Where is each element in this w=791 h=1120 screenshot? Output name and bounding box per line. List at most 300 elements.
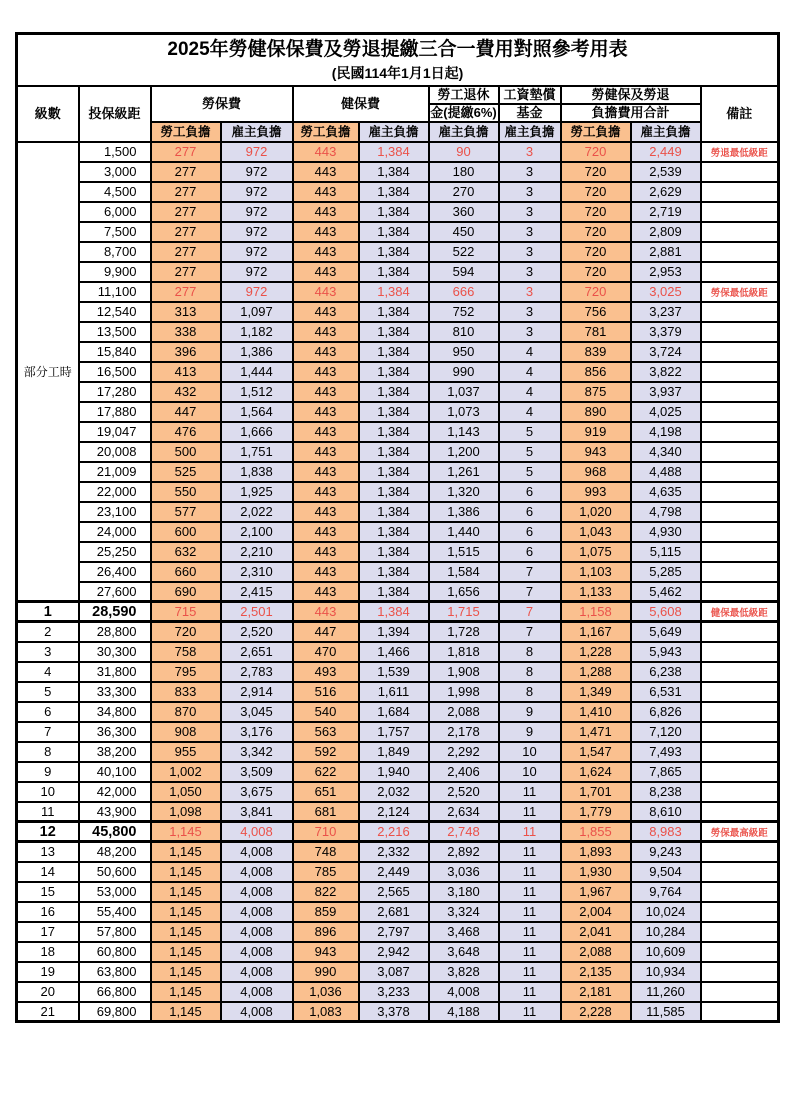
cell-labor-worker: 525 xyxy=(151,462,221,482)
cell-health-employer: 1,384 xyxy=(359,142,429,162)
table-row xyxy=(17,842,779,862)
cell-remark xyxy=(701,182,779,202)
cell-remark xyxy=(701,942,779,962)
cell-salary: 28,590 xyxy=(79,602,151,622)
cell-remark xyxy=(701,762,779,782)
table-row xyxy=(17,902,779,922)
cell-total-worker: 968 xyxy=(561,462,631,482)
cell-health-employer: 1,384 xyxy=(359,342,429,362)
cell-total-worker: 1,855 xyxy=(561,822,631,842)
cell-total-worker: 720 xyxy=(561,202,631,222)
cell-health-employer: 1,384 xyxy=(359,362,429,382)
cell-total-employer: 2,719 xyxy=(631,202,701,222)
cell-fund-employer: 4 xyxy=(499,362,561,382)
cell-salary: 3,000 xyxy=(79,162,151,182)
cell-remark xyxy=(701,1002,779,1022)
cell-labor-worker: 908 xyxy=(151,722,221,742)
cell-labor-employer: 1,182 xyxy=(221,322,293,342)
cell-pension-employer: 522 xyxy=(429,242,499,262)
cell-pension-employer: 2,892 xyxy=(429,842,499,862)
cell-salary: 42,000 xyxy=(79,782,151,802)
cell-salary: 30,300 xyxy=(79,642,151,662)
cell-pension-employer: 1,584 xyxy=(429,562,499,582)
cell-health-employer: 1,384 xyxy=(359,462,429,482)
cell-labor-worker: 1,145 xyxy=(151,842,221,862)
cell-health-employer: 1,384 xyxy=(359,482,429,502)
cell-fund-employer: 3 xyxy=(499,322,561,342)
cell-health-employer: 1,384 xyxy=(359,422,429,442)
cell-total-employer: 5,608 xyxy=(631,602,701,622)
cell-level: 1 xyxy=(17,602,79,622)
cell-total-employer: 4,635 xyxy=(631,482,701,502)
cell-health-employer: 1,384 xyxy=(359,202,429,222)
table-title-cell xyxy=(17,34,779,86)
cell-level: 13 xyxy=(17,842,79,862)
table-row xyxy=(17,662,779,682)
cell-salary: 23,100 xyxy=(79,502,151,522)
cell-total-employer: 7,120 xyxy=(631,722,701,742)
cell-health-employer: 1,466 xyxy=(359,642,429,662)
cell-remark xyxy=(701,862,779,882)
cell-labor-worker: 1,050 xyxy=(151,782,221,802)
cell-labor-employer: 2,022 xyxy=(221,502,293,522)
cell-pension-employer: 3,180 xyxy=(429,882,499,902)
cell-salary: 34,800 xyxy=(79,702,151,722)
table-row xyxy=(17,462,779,482)
cell-labor-worker: 277 xyxy=(151,262,221,282)
cell-total-employer: 8,983 xyxy=(631,822,701,842)
cell-remark xyxy=(701,962,779,982)
table-row xyxy=(17,722,779,742)
cell-labor-employer: 3,342 xyxy=(221,742,293,762)
cell-total-worker: 1,288 xyxy=(561,662,631,682)
cell-fund-employer: 4 xyxy=(499,402,561,422)
cell-health-employer: 1,539 xyxy=(359,662,429,682)
cell-total-worker: 890 xyxy=(561,402,631,422)
cell-total-worker: 1,349 xyxy=(561,682,631,702)
cell-pension-employer: 990 xyxy=(429,362,499,382)
title-row xyxy=(17,34,779,86)
cell-level: 12 xyxy=(17,822,79,842)
table-row xyxy=(17,942,779,962)
cell-labor-worker: 1,002 xyxy=(151,762,221,782)
cell-pension-employer: 810 xyxy=(429,322,499,342)
cell-salary: 12,540 xyxy=(79,302,151,322)
cell-salary: 38,200 xyxy=(79,742,151,762)
cell-total-worker: 1,779 xyxy=(561,802,631,822)
cell-labor-employer: 1,838 xyxy=(221,462,293,482)
cell-fund-employer: 10 xyxy=(499,742,561,762)
cell-health-employer: 2,942 xyxy=(359,942,429,962)
cell-labor-employer: 972 xyxy=(221,202,293,222)
cell-labor-employer: 1,386 xyxy=(221,342,293,362)
cell-health-worker: 443 xyxy=(293,522,359,542)
cell-total-worker: 856 xyxy=(561,362,631,382)
cell-labor-employer: 2,520 xyxy=(221,622,293,642)
cell-total-employer: 5,285 xyxy=(631,562,701,582)
cell-labor-employer: 2,783 xyxy=(221,662,293,682)
table-row xyxy=(17,382,779,402)
cell-total-worker: 720 xyxy=(561,242,631,262)
cell-health-worker: 651 xyxy=(293,782,359,802)
cell-health-worker: 443 xyxy=(293,222,359,242)
cell-total-employer: 3,379 xyxy=(631,322,701,342)
cell-health-worker: 516 xyxy=(293,682,359,702)
cell-total-employer: 2,539 xyxy=(631,162,701,182)
cell-remark xyxy=(701,222,779,242)
cell-salary: 6,000 xyxy=(79,202,151,222)
cell-remark xyxy=(701,422,779,442)
cell-labor-employer: 3,675 xyxy=(221,782,293,802)
cell-total-employer: 5,115 xyxy=(631,542,701,562)
cell-fund-employer: 3 xyxy=(499,222,561,242)
cell-labor-worker: 476 xyxy=(151,422,221,442)
cell-total-employer: 7,865 xyxy=(631,762,701,782)
table-row xyxy=(17,562,779,582)
table-row xyxy=(17,282,779,302)
cell-health-employer: 2,124 xyxy=(359,802,429,822)
cell-health-worker: 443 xyxy=(293,362,359,382)
table-row xyxy=(17,482,779,502)
table-row xyxy=(17,822,779,842)
cell-total-worker: 1,103 xyxy=(561,562,631,582)
cell-pension-employer: 90 xyxy=(429,142,499,162)
col-header-fund-line1: 工資墊償 xyxy=(499,86,561,104)
cell-remark xyxy=(701,302,779,322)
cell-fund-employer: 3 xyxy=(499,282,561,302)
cell-level: 8 xyxy=(17,742,79,762)
cell-level: 10 xyxy=(17,782,79,802)
cell-salary: 26,400 xyxy=(79,562,151,582)
cell-total-employer: 11,585 xyxy=(631,1002,701,1022)
cell-labor-employer: 4,008 xyxy=(221,902,293,922)
cell-labor-worker: 313 xyxy=(151,302,221,322)
col-header-total-line1: 勞健保及勞退 xyxy=(561,86,701,104)
cell-salary: 9,900 xyxy=(79,262,151,282)
table-row xyxy=(17,702,779,722)
cell-labor-worker: 1,145 xyxy=(151,822,221,842)
cell-remark xyxy=(701,982,779,1002)
cell-total-employer: 4,340 xyxy=(631,442,701,462)
cell-salary: 36,300 xyxy=(79,722,151,742)
cell-salary: 43,900 xyxy=(79,802,151,822)
cell-labor-worker: 277 xyxy=(151,282,221,302)
cell-total-employer: 4,488 xyxy=(631,462,701,482)
cell-remark xyxy=(701,162,779,182)
cell-health-worker: 443 xyxy=(293,582,359,602)
cell-labor-worker: 413 xyxy=(151,362,221,382)
cell-fund-employer: 4 xyxy=(499,382,561,402)
cell-labor-worker: 1,145 xyxy=(151,1002,221,1022)
cell-health-worker: 443 xyxy=(293,402,359,422)
table-row xyxy=(17,682,779,702)
page-subtitle: (民國114年1月1日起) xyxy=(331,64,464,81)
cell-health-employer: 1,384 xyxy=(359,402,429,422)
cell-labor-worker: 277 xyxy=(151,162,221,182)
cell-salary: 16,500 xyxy=(79,362,151,382)
cell-total-worker: 1,967 xyxy=(561,882,631,902)
cell-total-employer: 6,826 xyxy=(631,702,701,722)
cell-labor-worker: 277 xyxy=(151,142,221,162)
cell-labor-employer: 4,008 xyxy=(221,882,293,902)
cell-fund-employer: 11 xyxy=(499,862,561,882)
cell-health-worker: 443 xyxy=(293,182,359,202)
cell-remark xyxy=(701,462,779,482)
cell-salary: 33,300 xyxy=(79,682,151,702)
cell-salary: 11,100 xyxy=(79,282,151,302)
cell-labor-employer: 2,914 xyxy=(221,682,293,702)
cell-total-worker: 1,930 xyxy=(561,862,631,882)
cell-total-employer: 7,493 xyxy=(631,742,701,762)
cell-total-worker: 781 xyxy=(561,322,631,342)
premium-table xyxy=(15,32,780,1023)
cell-salary: 21,009 xyxy=(79,462,151,482)
cell-health-worker: 443 xyxy=(293,322,359,342)
cell-labor-employer: 3,045 xyxy=(221,702,293,722)
cell-labor-worker: 1,145 xyxy=(151,962,221,982)
cell-total-worker: 943 xyxy=(561,442,631,462)
cell-total-worker: 720 xyxy=(561,162,631,182)
table-row xyxy=(17,642,779,662)
cell-pension-employer: 1,261 xyxy=(429,462,499,482)
cell-salary: 27,600 xyxy=(79,582,151,602)
cell-health-worker: 622 xyxy=(293,762,359,782)
cell-total-worker: 1,167 xyxy=(561,622,631,642)
table-row xyxy=(17,522,779,542)
cell-pension-employer: 4,188 xyxy=(429,1002,499,1022)
cell-health-employer: 1,384 xyxy=(359,242,429,262)
cell-labor-employer: 2,310 xyxy=(221,562,293,582)
cell-pension-employer: 2,178 xyxy=(429,722,499,742)
cell-salary: 69,800 xyxy=(79,1002,151,1022)
cell-labor-worker: 758 xyxy=(151,642,221,662)
cell-level: 7 xyxy=(17,722,79,742)
cell-total-worker: 720 xyxy=(561,142,631,162)
cell-level: 5 xyxy=(17,682,79,702)
cell-salary: 13,500 xyxy=(79,322,151,342)
cell-total-worker: 2,088 xyxy=(561,942,631,962)
cell-pension-employer: 3,648 xyxy=(429,942,499,962)
cell-health-employer: 1,384 xyxy=(359,542,429,562)
cell-remark xyxy=(701,742,779,762)
cell-salary: 20,008 xyxy=(79,442,151,462)
cell-remark xyxy=(701,582,779,602)
table-row xyxy=(17,322,779,342)
cell-remark xyxy=(701,642,779,662)
cell-pension-employer: 1,143 xyxy=(429,422,499,442)
table-row xyxy=(17,1002,779,1022)
cell-labor-worker: 1,145 xyxy=(151,862,221,882)
cell-health-worker: 443 xyxy=(293,262,359,282)
cell-health-worker: 563 xyxy=(293,722,359,742)
header-row-groups xyxy=(17,86,779,104)
cell-total-employer: 11,260 xyxy=(631,982,701,1002)
cell-level: 16 xyxy=(17,902,79,922)
table-row xyxy=(17,922,779,942)
cell-fund-employer: 8 xyxy=(499,642,561,662)
cell-labor-employer: 1,666 xyxy=(221,422,293,442)
cell-fund-employer: 3 xyxy=(499,302,561,322)
cell-level: 6 xyxy=(17,702,79,722)
cell-labor-employer: 972 xyxy=(221,182,293,202)
cell-level: 4 xyxy=(17,662,79,682)
cell-health-employer: 1,384 xyxy=(359,582,429,602)
cell-fund-employer: 11 xyxy=(499,922,561,942)
cell-health-worker: 592 xyxy=(293,742,359,762)
cell-level: 14 xyxy=(17,862,79,882)
cell-labor-worker: 600 xyxy=(151,522,221,542)
cell-salary: 53,000 xyxy=(79,882,151,902)
subheader-fund-employer: 雇主負擔 xyxy=(499,122,561,142)
cell-total-worker: 1,228 xyxy=(561,642,631,662)
cell-health-worker: 710 xyxy=(293,822,359,842)
cell-pension-employer: 3,828 xyxy=(429,962,499,982)
cell-health-employer: 1,384 xyxy=(359,562,429,582)
cell-labor-employer: 3,176 xyxy=(221,722,293,742)
cell-total-employer: 8,610 xyxy=(631,802,701,822)
table-row xyxy=(17,542,779,562)
cell-fund-employer: 6 xyxy=(499,542,561,562)
cell-fund-employer: 11 xyxy=(499,942,561,962)
cell-fund-employer: 11 xyxy=(499,882,561,902)
cell-fund-employer: 3 xyxy=(499,162,561,182)
table-row xyxy=(17,982,779,1002)
col-header-pension-line2: 金(提繳6%) xyxy=(430,104,497,120)
cell-health-employer: 1,384 xyxy=(359,382,429,402)
cell-labor-worker: 632 xyxy=(151,542,221,562)
cell-fund-employer: 7 xyxy=(499,602,561,622)
cell-labor-worker: 833 xyxy=(151,682,221,702)
cell-fund-employer: 6 xyxy=(499,522,561,542)
cell-pension-employer: 3,324 xyxy=(429,902,499,922)
cell-health-employer: 2,565 xyxy=(359,882,429,902)
cell-salary: 66,800 xyxy=(79,982,151,1002)
cell-labor-worker: 432 xyxy=(151,382,221,402)
cell-fund-employer: 11 xyxy=(499,842,561,862)
cell-level: 11 xyxy=(17,802,79,822)
cell-salary: 17,280 xyxy=(79,382,151,402)
cell-pension-employer: 1,320 xyxy=(429,482,499,502)
cell-health-worker: 443 xyxy=(293,142,359,162)
cell-level: 3 xyxy=(17,642,79,662)
cell-labor-employer: 1,925 xyxy=(221,482,293,502)
cell-fund-employer: 3 xyxy=(499,182,561,202)
table-row xyxy=(17,762,779,782)
cell-total-employer: 8,238 xyxy=(631,782,701,802)
table-row xyxy=(17,182,779,202)
cell-pension-employer: 2,748 xyxy=(429,822,499,842)
subheader-labor-worker: 勞工負擔 xyxy=(151,122,221,142)
cell-remark xyxy=(701,922,779,942)
cell-labor-worker: 1,145 xyxy=(151,882,221,902)
cell-salary: 8,700 xyxy=(79,242,151,262)
cell-level: 15 xyxy=(17,882,79,902)
cell-total-employer: 5,462 xyxy=(631,582,701,602)
cell-total-worker: 1,020 xyxy=(561,502,631,522)
cell-salary: 48,200 xyxy=(79,842,151,862)
cell-pension-employer: 1,715 xyxy=(429,602,499,622)
cell-total-worker: 2,135 xyxy=(561,962,631,982)
cell-pension-employer: 950 xyxy=(429,342,499,362)
table-row xyxy=(17,422,779,442)
cell-labor-worker: 447 xyxy=(151,402,221,422)
cell-level: 21 xyxy=(17,1002,79,1022)
cell-labor-employer: 2,100 xyxy=(221,522,293,542)
cell-health-employer: 1,611 xyxy=(359,682,429,702)
cell-fund-employer: 6 xyxy=(499,502,561,522)
cell-total-employer: 10,284 xyxy=(631,922,701,942)
cell-labor-employer: 1,444 xyxy=(221,362,293,382)
cell-health-employer: 2,797 xyxy=(359,922,429,942)
table-row xyxy=(17,862,779,882)
cell-health-worker: 493 xyxy=(293,662,359,682)
cell-salary: 4,500 xyxy=(79,182,151,202)
cell-total-employer: 9,243 xyxy=(631,842,701,862)
cell-level: 2 xyxy=(17,622,79,642)
cell-health-employer: 1,757 xyxy=(359,722,429,742)
cell-fund-employer: 4 xyxy=(499,342,561,362)
cell-labor-employer: 972 xyxy=(221,262,293,282)
subheader-health-worker: 勞工負擔 xyxy=(293,122,359,142)
cell-labor-worker: 1,145 xyxy=(151,902,221,922)
table-row xyxy=(17,802,779,822)
cell-salary: 28,800 xyxy=(79,622,151,642)
cell-total-worker: 1,075 xyxy=(561,542,631,562)
cell-salary: 60,800 xyxy=(79,942,151,962)
table-row xyxy=(17,622,779,642)
cell-health-worker: 896 xyxy=(293,922,359,942)
table-row xyxy=(17,302,779,322)
col-header-health-insurance: 健保費 xyxy=(293,86,429,122)
cell-health-worker: 443 xyxy=(293,502,359,522)
cell-remark xyxy=(701,542,779,562)
cell-total-worker: 756 xyxy=(561,302,631,322)
cell-total-employer: 3,822 xyxy=(631,362,701,382)
cell-health-worker: 785 xyxy=(293,862,359,882)
cell-salary: 7,500 xyxy=(79,222,151,242)
cell-remark xyxy=(701,362,779,382)
cell-health-worker: 681 xyxy=(293,802,359,822)
cell-pension-employer: 4,008 xyxy=(429,982,499,1002)
cell-total-worker: 1,893 xyxy=(561,842,631,862)
cell-labor-employer: 972 xyxy=(221,242,293,262)
cell-labor-worker: 1,098 xyxy=(151,802,221,822)
cell-labor-worker: 277 xyxy=(151,242,221,262)
cell-fund-employer: 8 xyxy=(499,662,561,682)
cell-health-employer: 1,684 xyxy=(359,702,429,722)
cell-health-employer: 1,384 xyxy=(359,182,429,202)
cell-health-employer: 2,032 xyxy=(359,782,429,802)
cell-total-worker: 1,624 xyxy=(561,762,631,782)
cell-labor-employer: 1,097 xyxy=(221,302,293,322)
cell-pension-employer: 2,406 xyxy=(429,762,499,782)
col-header-remark: 備註 xyxy=(701,86,779,142)
cell-pension-employer: 1,728 xyxy=(429,622,499,642)
table-row xyxy=(17,782,779,802)
table-row xyxy=(17,162,779,182)
cell-total-worker: 720 xyxy=(561,222,631,242)
table-row xyxy=(17,362,779,382)
cell-remark xyxy=(701,902,779,922)
cell-total-worker: 2,041 xyxy=(561,922,631,942)
cell-health-worker: 443 xyxy=(293,482,359,502)
cell-fund-employer: 7 xyxy=(499,582,561,602)
cell-total-worker: 720 xyxy=(561,182,631,202)
cell-total-employer: 3,724 xyxy=(631,342,701,362)
cell-pension-employer: 1,440 xyxy=(429,522,499,542)
cell-pension-employer: 450 xyxy=(429,222,499,242)
cell-health-worker: 943 xyxy=(293,942,359,962)
